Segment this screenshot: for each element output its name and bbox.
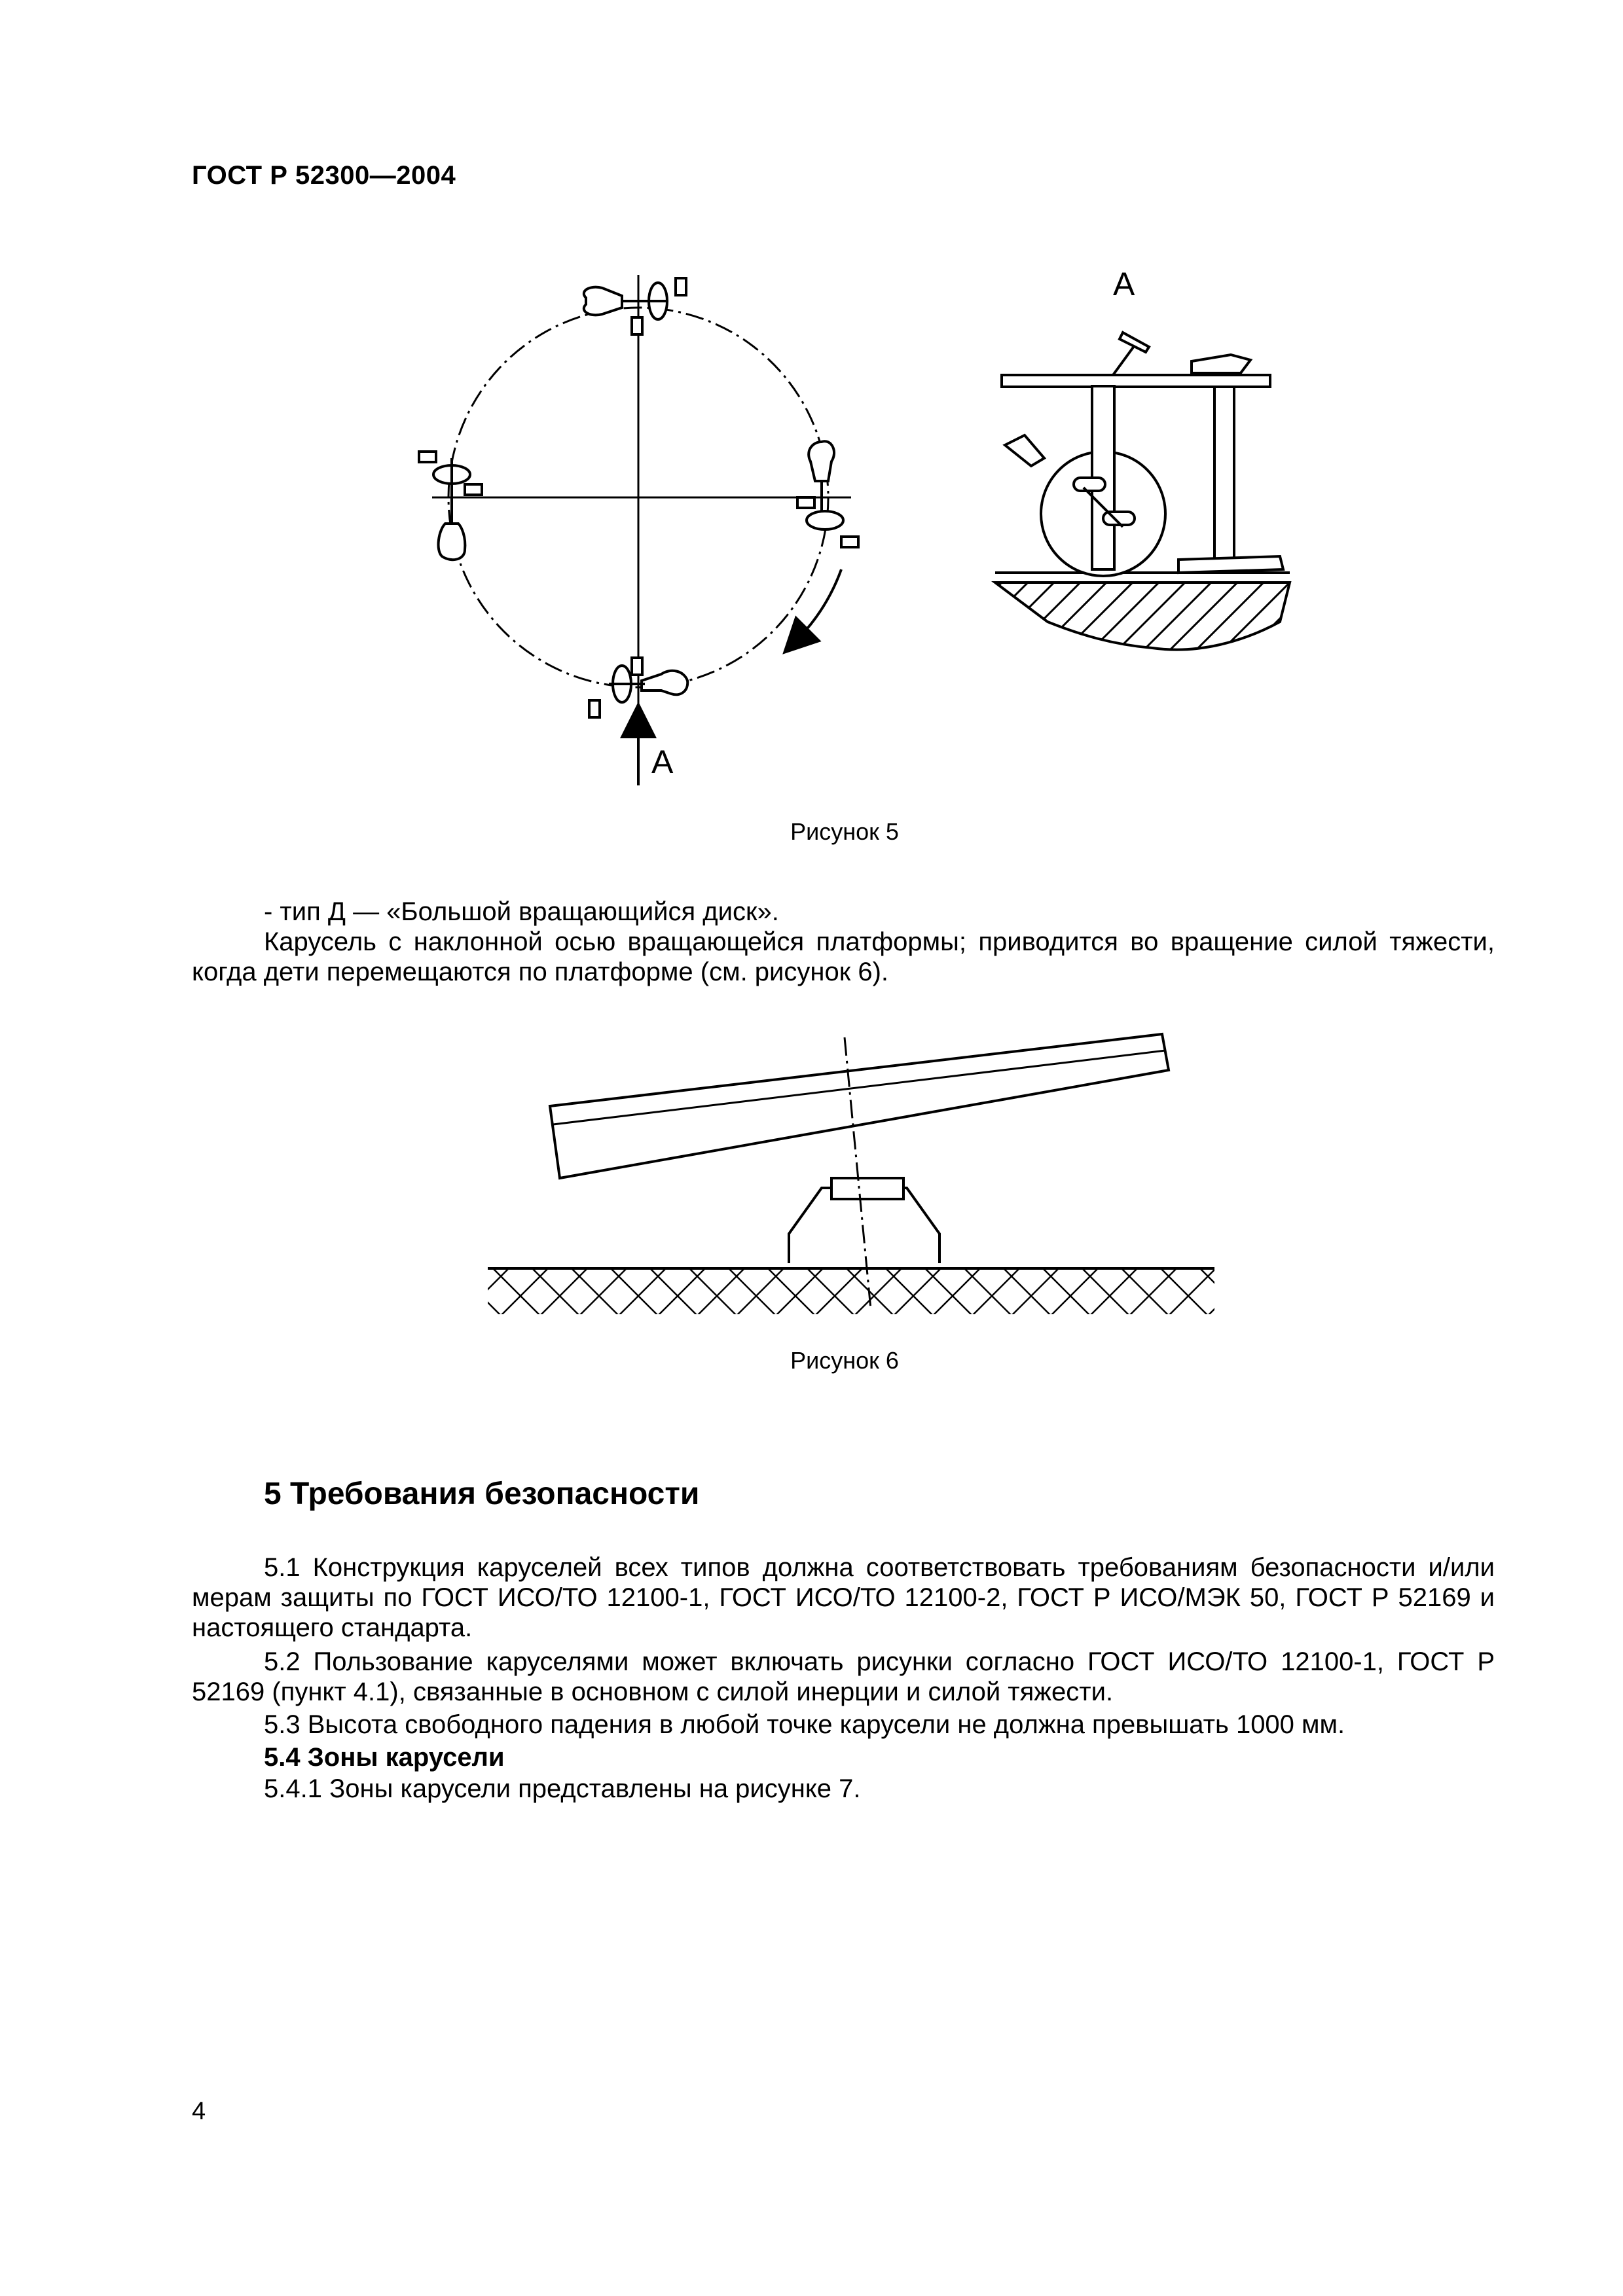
section-5-title: 5 Требования безопасности bbox=[264, 1477, 700, 1511]
figure-5-side-label: А bbox=[1113, 266, 1135, 302]
seat-left bbox=[419, 452, 482, 560]
para-5-2: 5.2 Пользование каруселями может включать рисунки согласно ГОСТ ИСО/ТО 12100-1, ГОСТ Р 52169 (пункт 4.1), связанные в основном с силой инерции и силой тяжести. bbox=[192, 1647, 1495, 1706]
para-5-4: 5.4 Зоны карусели bbox=[264, 1743, 505, 1772]
document-header: ГОСТ Р 52300—2004 bbox=[192, 161, 456, 190]
seat-right bbox=[797, 441, 858, 547]
figure-5-caption: Рисунок 5 bbox=[790, 818, 899, 845]
figure-5-plan-label: А bbox=[651, 744, 674, 780]
page-number: 4 bbox=[192, 2098, 206, 2125]
para-5-3: 5.3 Высота свободного падения в любой точке карусели не должна превышать 1000 мм. bbox=[264, 1710, 1345, 1739]
figure-6-tilted-disc bbox=[481, 1021, 1221, 1335]
type-d-description: Карусель с наклонной осью вращающейся платформы; приводится во вращение силой тяжести, когда дети перемещаются по платформе (см. рисунок 6). bbox=[192, 927, 1495, 986]
seat-top bbox=[584, 278, 686, 334]
para-5-4-1: 5.4.1 Зоны карусели представлены на рисунке 7. bbox=[264, 1774, 861, 1803]
figure-5-plan-view bbox=[406, 262, 877, 798]
para-5-1: 5.1 Конструкция каруселей всех типов должна соответствовать требованиям безопасности и/или мерам защиты по ГОСТ ИСО/ТО 12100-1, ГОСТ ИСО/ТО 12100-2, ГОСТ Р ИСО/МЭК 50, ГОСТ Р 52169 и настоящего стандарта. bbox=[192, 1553, 1495, 1642]
type-d-line: - тип Д — «Большой вращающийся диск». bbox=[264, 897, 779, 926]
figure-6-caption: Рисунок 6 bbox=[790, 1347, 899, 1374]
figure-5-side-view bbox=[982, 314, 1309, 655]
